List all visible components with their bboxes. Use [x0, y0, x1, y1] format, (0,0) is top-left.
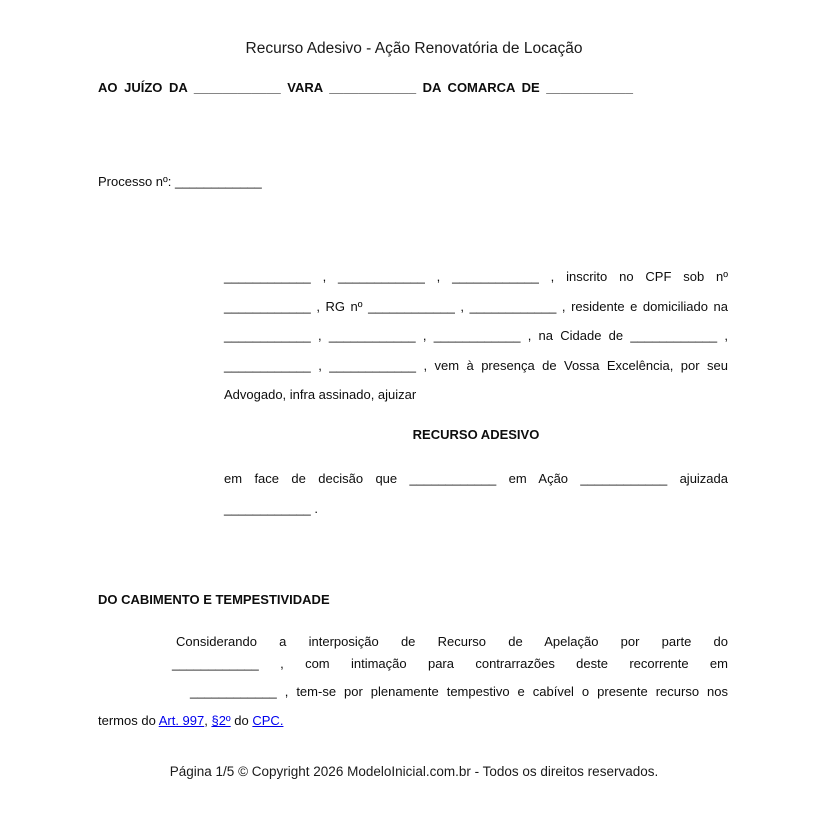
temse-line-1: ____________ , tem-se por plenamente tempestivo e cabível o presente recurso nos	[190, 684, 728, 699]
section-heading-cabimento-tempestividade: DO CABIMENTO E TEMPESTIVIDADE	[98, 592, 330, 607]
legal-ref-prefix-text: termos do	[98, 713, 159, 728]
tempestividade-paragraph	[98, 677, 728, 735]
considerando-paragraph	[98, 631, 728, 674]
temse-line-2	[98, 706, 728, 735]
em-face-line-1: em face de decisão que ____________ em Ação ____________ ajuizada	[224, 471, 728, 486]
qualification-line-5: Advogado, infra assinado, ajuizar	[224, 387, 417, 402]
considerando-line-2: ____________ , com intimação para contrarrazões deste recorrente em	[172, 655, 728, 671]
legal-ref-do-text: do	[230, 713, 253, 728]
em-face-paragraph	[224, 464, 728, 523]
link-paragrafo-2[interactable]: §2º	[211, 713, 231, 728]
process-number-line: Processo nº: ____________	[98, 174, 262, 189]
link-cpc[interactable]: CPC.	[252, 713, 284, 728]
qualification-line-2: ____________ , RG nº ____________ , ____________ , residente e domiciliado na	[224, 298, 728, 314]
document-title: Recurso Adesivo - Ação Renovatória de Locação	[245, 40, 583, 57]
party-qualification-paragraph	[224, 262, 728, 410]
link-art-997[interactable]: Art. 997	[158, 713, 205, 728]
page-footer-copyright: Página 1/5 © Copyright 2026 ModeloInicial.com.br - Todos os direitos reservados.	[169, 764, 659, 779]
recurso-adesivo-heading: RECURSO ADESIVO	[412, 427, 540, 442]
qualification-line-4: ____________ , ____________ , vem à presença de Vossa Excelência, por seu	[224, 357, 728, 373]
qualification-line-3: ____________ , ____________ , ____________ , na Cidade de ____________ ,	[224, 328, 728, 343]
court-address-line: AO JUÍZO DA ____________ VARA ____________ DA COMARCA DE ____________	[98, 80, 634, 95]
qualification-line-1: ____________ , ____________ , ____________ , inscrito no CPF sob nº	[224, 269, 728, 284]
considerando-line-1: Considerando a interposição de Recurso de Apelação por parte do	[176, 634, 728, 649]
legal-ref-separator: ,	[204, 713, 212, 728]
em-face-line-2: ____________ .	[224, 500, 318, 516]
